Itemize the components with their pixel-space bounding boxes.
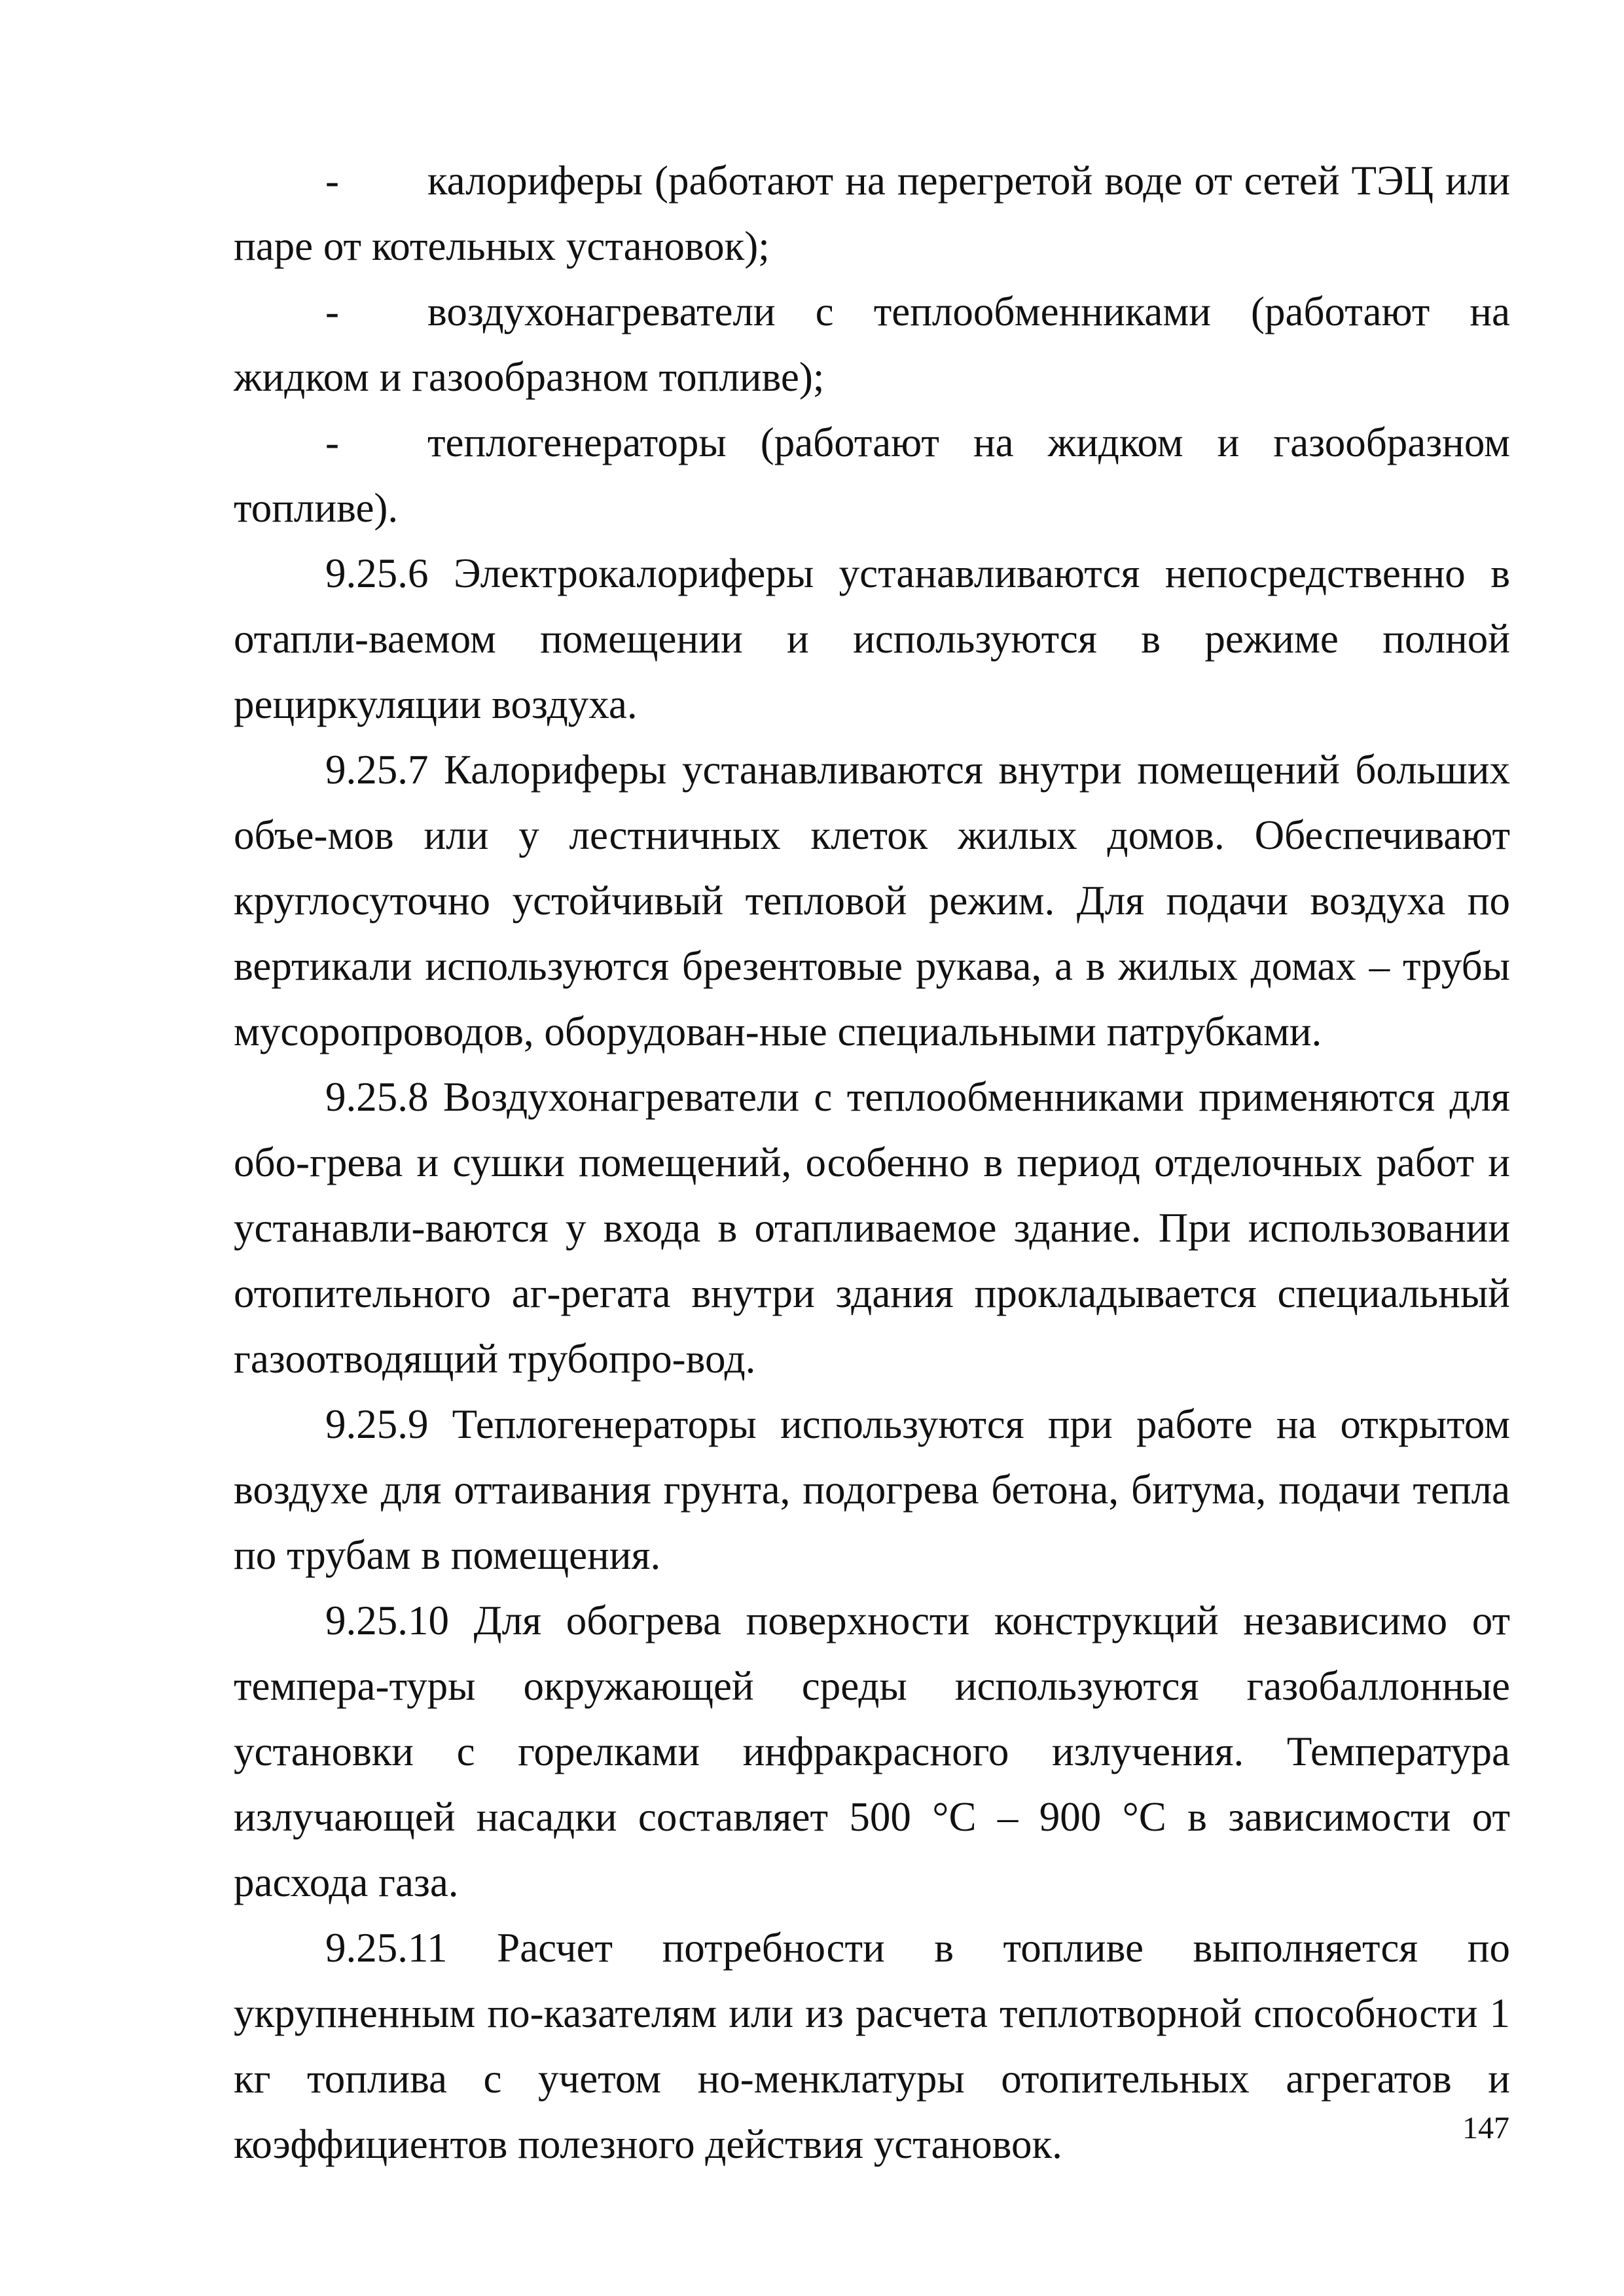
list-item-air-heaters — [234, 279, 1510, 410]
list-item-text: воздухонагреватели с теплообменниками (работают на жидком и газообразном топливе); — [234, 289, 1510, 400]
dash-marker: - — [325, 289, 339, 334]
paragraph-9-25-6: 9.25.6 Электрокалориферы устанавливаются непосредственно в отапли-ваемом помещении и используются в режиме полной рециркуляции воздуха. — [234, 550, 1510, 727]
list-item-text: теплогенераторы (работают на жидком и газообразном топливе). — [234, 420, 1510, 531]
document-body — [234, 148, 1510, 2177]
paragraph-9-25-10: 9.25.10 Для обогрева поверхности конструкций независимо от темпера-туры окружающей среды используются газобаллонные установки с горелками инфракрасного излучения. Температура излучающей насадки составляет 500 °С – 900 °С в зависимости от расхода газа. — [234, 1598, 1510, 1905]
dash-marker: - — [325, 158, 339, 204]
page-number: 147 — [1462, 2111, 1509, 2145]
paragraph-9-25-8: 9.25.8 Воздухонагреватели с теплообменниками применяются для обо-грева и сушки помещений, особенно в период отделочных работ и устанавли-ваются у входа в отапливаемое здание. При использовании отопительного аг-регата внутри здания прокладывается специальный газоотводящий трубопро-вод. — [234, 1074, 1510, 1382]
dash-marker: - — [325, 420, 339, 465]
list-item-calorifers — [234, 148, 1510, 279]
list-item-text: калориферы (работают на перегретой воде от сетей ТЭЦ или паре от котельных установок); — [234, 158, 1510, 269]
paragraph-9-25-9: 9.25.9 Теплогенераторы используются при работе на открытом воздухе для оттаивания грунта, подогрева бетона, битума, подачи тепла по трубам в помещения. — [234, 1401, 1510, 1578]
paragraph-9-25-11: 9.25.11 Расчет потребности в топливе выполняется по укрупненным по-казателям или из расчета теплотворной способности 1 кг топлива с учетом но-менклатуры отопительных агрегатов и коэффициентов полезного действия установок. — [234, 1925, 1510, 2167]
paragraph-9-25-7: 9.25.7 Калориферы устанавливаются внутри помещений больших объе-мов или у лестничных клеток жилых домов. Обеспечивают круглосуточно устойчивый тепловой режим. Для подачи воздуха по вертикали используются брезентовые рукава, а в жилых домах – трубы мусоропроводов, оборудован-ные специальными патрубками. — [234, 747, 1510, 1054]
list-item-heat-generators — [234, 410, 1510, 541]
